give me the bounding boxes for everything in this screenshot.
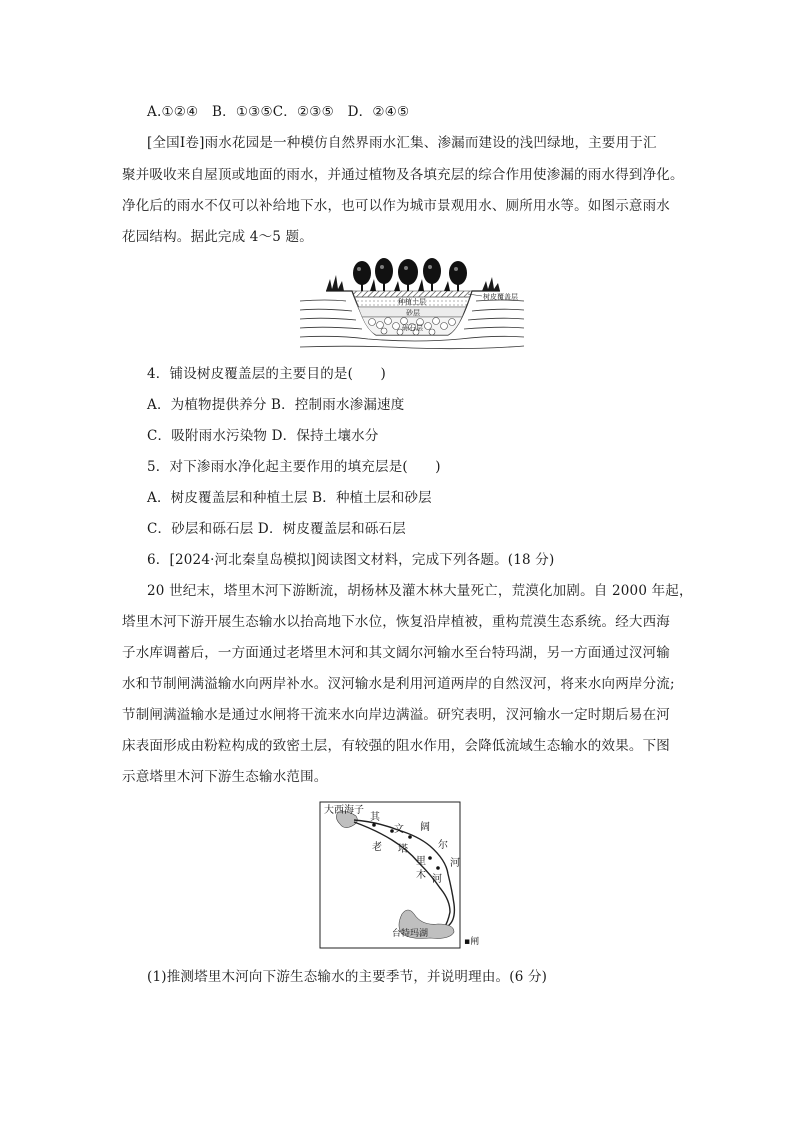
q6-passage-7: 示意塔里木河下游生态输水范围。 bbox=[122, 769, 328, 785]
q4-options-2: C．吸附雨水污染物 D．保持土壤水分 bbox=[147, 428, 379, 444]
q6-passage-4: 水和节制闸满溢输水向两岸补水。汊河输水是利用河道两岸的自然汊河，将来水向两岸分流; bbox=[122, 676, 675, 692]
legend-gate: ▪闸 bbox=[464, 937, 480, 947]
q6-passage-2: 塔里木河下游开展生态输水以抬高地下水位，恢复沿岸植被，重构荒漠生态系统。经大西海 bbox=[122, 614, 670, 630]
label-qiwen-1: 其 bbox=[370, 812, 380, 823]
q4-stem: 4．铺设树皮覆盖层的主要目的是( ) bbox=[147, 366, 386, 382]
label-lao-4: 木 bbox=[416, 870, 426, 881]
label-sand: 砂层 bbox=[406, 309, 420, 317]
label-lao-5: 河 bbox=[432, 874, 442, 885]
label-qiwen-4: 尔 bbox=[438, 840, 448, 851]
label-lao-3: 里 bbox=[416, 856, 426, 867]
rain-garden-figure bbox=[296, 255, 530, 353]
q6-sub1: (1)推测塔里木河向下游生态输水的主要季节，并说明理由。(6 分) bbox=[147, 969, 548, 985]
label-lao-2: 塔 bbox=[398, 844, 408, 855]
q5-stem: 5．对下渗雨水净化起主要作用的填充层是( ) bbox=[147, 459, 441, 475]
label-qiwen-2: 文 bbox=[394, 824, 404, 835]
intro-line-2: 聚并吸收来自屋顶或地面的雨水，并通过植物及各填充层的综合作用使渗漏的雨水得到净化。 bbox=[122, 167, 684, 183]
q6-passage-1: 20 世纪末，塔里木河下游断流，胡杨林及灌木林大量死亡，荒漠化加剧。自 2000 年起， bbox=[147, 583, 693, 599]
q5-options-1: A．树皮覆盖层和种植土层 B．种植土层和砂层 bbox=[147, 490, 432, 506]
label-qiwen-3: 阔 bbox=[420, 822, 430, 833]
label-gravel: 砾石层 bbox=[402, 324, 423, 332]
intro-line-1: [全国Ⅰ卷]雨水花园是一种模仿自然界雨水汇集、渗漏而建设的浅凹绿地，主要用于汇 bbox=[147, 135, 657, 151]
q4-options-1: A．为植物提供养分 B．控制雨水渗漏速度 bbox=[147, 397, 405, 413]
label-qiwen-5: 河 bbox=[450, 858, 460, 869]
q5-options-2: C．砂层和砾石层 D．树皮覆盖层和砾石层 bbox=[147, 521, 406, 537]
q6-passage-3: 子水库调蓄后，一方面通过老塔里木河和其文阔尔河输水至台特玛湖，另一方面通过汊河输 bbox=[122, 645, 670, 661]
label-lake: 台特玛湖 bbox=[392, 929, 429, 939]
plants bbox=[353, 258, 467, 291]
label-reservoir: 大西海子 bbox=[324, 805, 364, 816]
tarim-map-figure bbox=[318, 800, 498, 950]
intro-line-4: 花园结构。据此完成 4～5 题。 bbox=[122, 229, 313, 245]
label-bark-cover: 树皮覆盖层 bbox=[483, 293, 518, 301]
intro-line-3: 净化后的雨水不仅可以补给地下水，也可以作为城市景观用水、厕所用水等。如图示意雨水 bbox=[122, 198, 670, 214]
label-lao-1: 老 bbox=[372, 842, 382, 853]
q3-options: A.①②④ B．①③⑤C．②③⑤ D．②④⑤ bbox=[147, 104, 410, 120]
q6-passage-5: 节制闸满溢输水是通过水闸将干流来水向岸边满溢。研究表明，汊河输水一定时期后易在河 bbox=[122, 707, 670, 723]
label-planting-soil: 种植土层 bbox=[398, 298, 426, 306]
q6-passage-6: 床表面形成由粉粒构成的致密土层，有较强的阻水作用，会降低流域生态输水的效果。下图 bbox=[122, 738, 670, 754]
q6-stem: 6．[2024·河北秦皇岛模拟]阅读图文材料，完成下列各题。(18 分) bbox=[147, 552, 555, 568]
